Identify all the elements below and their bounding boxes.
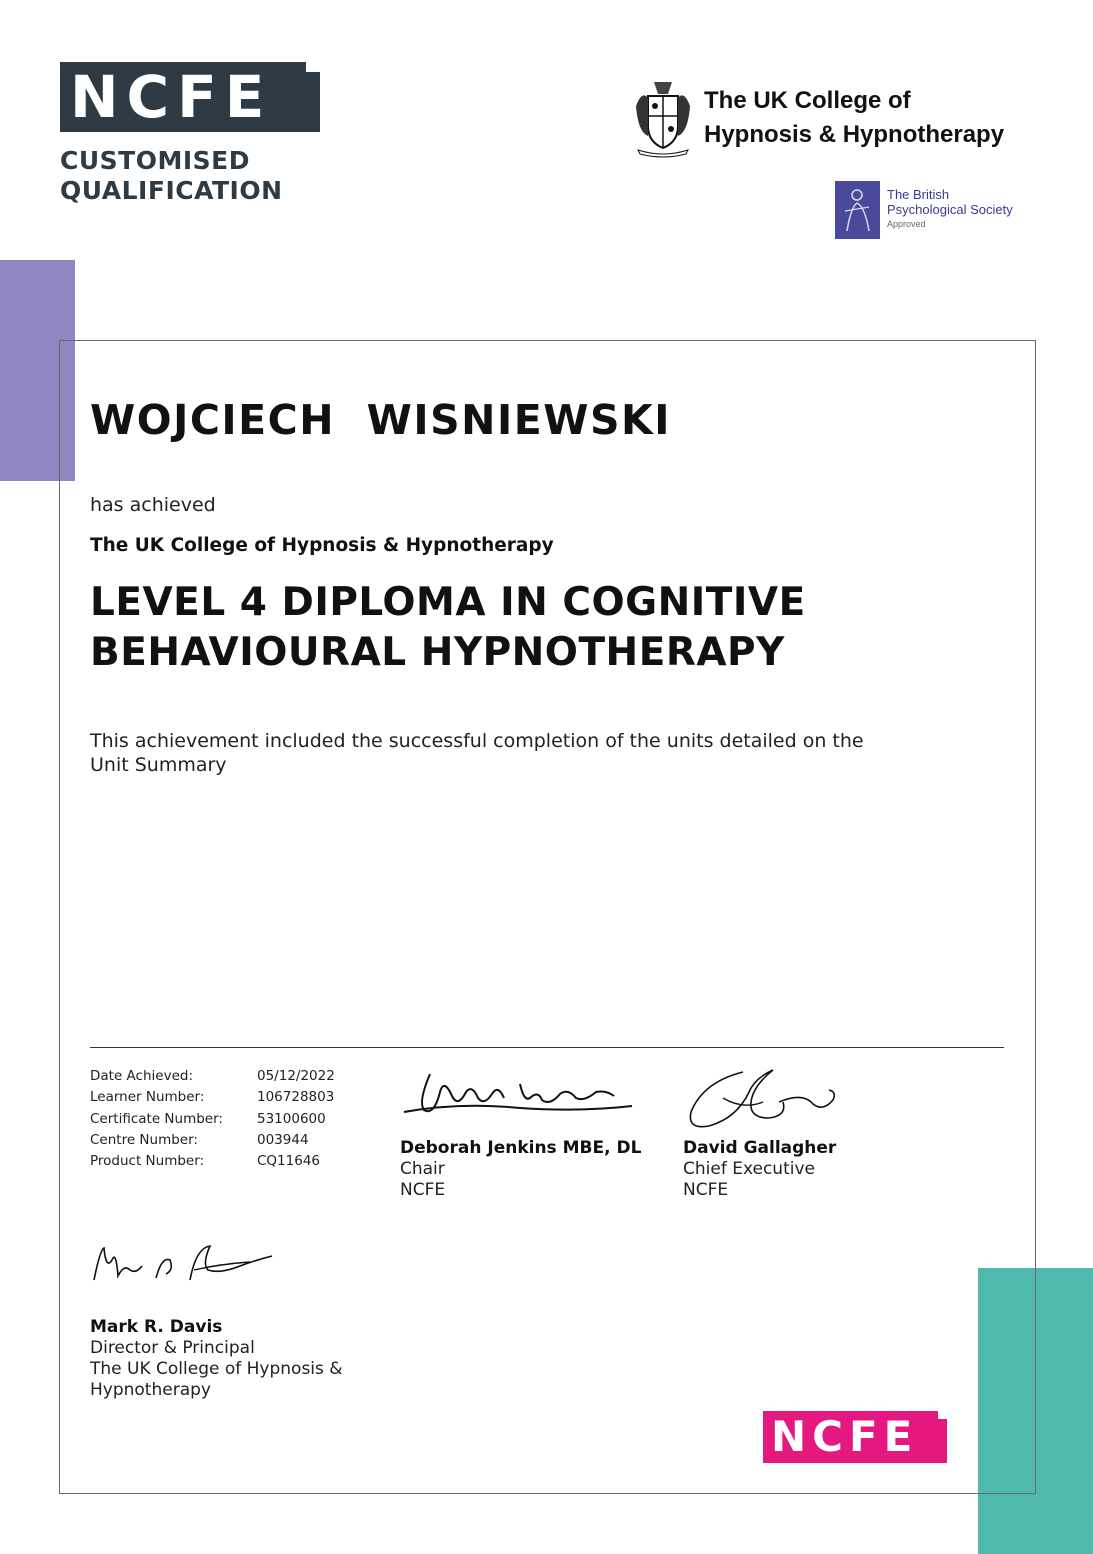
divider xyxy=(90,1047,1004,1048)
awarding-centre: The UK College of Hypnosis & Hypnotherapy xyxy=(90,535,554,556)
detail-value: 106728803 xyxy=(257,1089,335,1106)
signatory-org: NCFE xyxy=(400,1180,446,1200)
ncfe-logo-text: NCFE xyxy=(70,63,273,131)
qualification-title xyxy=(90,578,990,678)
signatory-name: Mark R. Davis xyxy=(90,1317,223,1337)
bps-badge xyxy=(835,181,880,239)
customised-qualification-label xyxy=(60,146,283,206)
bps-approved-text xyxy=(887,187,1013,231)
detail-label: Centre Number: xyxy=(90,1131,198,1148)
signatory-role: Director & Principal xyxy=(90,1338,255,1358)
college-logo-line: Hypnosis & Hypnotherapy xyxy=(704,121,1005,148)
signatory-name: David Gallagher xyxy=(683,1138,837,1158)
achievement-note xyxy=(90,729,990,777)
qualification-title-line: LEVEL 4 DIPLOMA IN COGNITIVE xyxy=(90,580,806,625)
ncfe-footer-logo-text: NCFE xyxy=(771,1412,919,1461)
college-crest-icon xyxy=(632,76,694,158)
certificate-details xyxy=(90,1066,357,1172)
signatory-jenkins xyxy=(400,1138,641,1201)
detail-row xyxy=(90,1087,357,1108)
detail-row xyxy=(90,1109,357,1130)
bps-approved: Approved xyxy=(887,219,926,229)
detail-row xyxy=(90,1066,357,1087)
has-achieved-text: has achieved xyxy=(90,494,216,516)
qualification-line: QUALIFICATION xyxy=(60,176,283,205)
davis-signature xyxy=(90,1240,275,1286)
learner-name: WOJCIECH WISNIEWSKI xyxy=(90,396,671,444)
signatory-role: Chair xyxy=(400,1159,445,1179)
detail-label: Date Achieved: xyxy=(90,1068,194,1084)
signatory-org: The UK College of Hypnosis & xyxy=(90,1359,343,1379)
ncfe-logo xyxy=(60,62,320,132)
detail-label: Product Number: xyxy=(90,1153,205,1170)
gallagher-signature xyxy=(683,1062,843,1136)
detail-value: 05/12/2022 xyxy=(257,1068,335,1084)
detail-label: Certificate Number: xyxy=(90,1110,223,1127)
detail-row xyxy=(90,1130,357,1151)
detail-value: 003944 xyxy=(257,1131,309,1148)
ncfe-footer-logo xyxy=(763,1411,947,1463)
signatory-gallagher xyxy=(683,1138,836,1201)
achievement-note-line: Unit Summary xyxy=(90,754,227,776)
customised-line: CUSTOMISED xyxy=(60,146,250,175)
jenkins-signature xyxy=(400,1062,640,1124)
detail-value: CQ11646 xyxy=(257,1153,320,1170)
detail-label: Learner Number: xyxy=(90,1089,205,1106)
achievement-note-line: This achievement included the successful completion of the units detailed on the xyxy=(90,730,864,752)
bps-line: The British xyxy=(887,187,950,202)
detail-value: 53100600 xyxy=(257,1110,326,1127)
college-logo-line: The UK College of xyxy=(704,87,911,114)
signatory-name: Deborah Jenkins MBE, DL xyxy=(400,1138,642,1158)
signatory-davis xyxy=(90,1317,343,1401)
detail-row xyxy=(90,1151,357,1172)
signatory-role: Chief Executive xyxy=(683,1159,815,1179)
bps-figure-icon xyxy=(835,181,880,239)
signatory-org: NCFE xyxy=(683,1180,729,1200)
qualification-title-line: BEHAVIOURAL HYPNOTHERAPY xyxy=(90,630,785,675)
bps-line: Psychological Society xyxy=(887,202,1013,217)
college-logo-text xyxy=(704,84,1004,152)
signatory-org: Hypnotherapy xyxy=(90,1380,211,1400)
